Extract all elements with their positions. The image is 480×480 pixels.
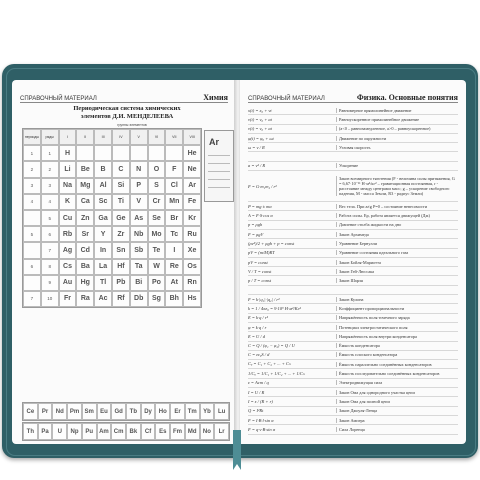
pt-row-number: 8 — [41, 259, 59, 275]
physics-formula: φ(t) = φ₀ + ωt — [248, 135, 274, 141]
physics-description: Работа силы. Ep, работа является движущей (Дж) — [336, 213, 458, 218]
actinides-element-cell: Fm — [170, 423, 185, 440]
pt-row-number: 4 — [41, 194, 59, 210]
actinides-element-cell: Cf — [141, 423, 156, 440]
physics-description: Закон Джоуля-Ленца — [336, 408, 458, 413]
pt-element-cell: V — [130, 194, 148, 210]
pt-element-cell: Tl — [94, 275, 112, 291]
actinides-element-cell: Np — [67, 423, 82, 440]
physics-row — [248, 416, 458, 425]
physics-formula: Cₒ = C₁ + C₂ + ... + Cₙ — [248, 361, 291, 367]
physics-row — [248, 211, 458, 220]
pt-element-cell — [148, 145, 166, 161]
pt-element-cell: Rb — [59, 226, 77, 242]
pt-element-cell: Sn — [112, 242, 130, 258]
pt-col-header: ряды — [41, 129, 59, 145]
pt-col-header: IV — [112, 129, 130, 145]
pt-period: 7 — [23, 291, 41, 307]
pt-element-cell: He — [183, 145, 201, 161]
pt-element-cell: Br — [165, 210, 183, 226]
pt-element-cell: Ti — [112, 194, 130, 210]
pt-element-cell: B — [94, 161, 112, 177]
pt-element-cell: As — [130, 210, 148, 226]
pt-element-cell: Zn — [76, 210, 94, 226]
physics-formula: (ρv²)/2 + ρgh + p = const — [248, 240, 295, 246]
pt-element-cell — [130, 145, 148, 161]
right-header-label: СПРАВОЧНЫЙ МАТЕРИАЛ — [248, 96, 325, 102]
right-page-physics — [240, 80, 466, 444]
lanthanides-element-cell: Yb — [200, 403, 215, 420]
actinides-element-cell: Es — [155, 423, 170, 440]
physics-description: Ускорение — [336, 163, 458, 168]
pt-element-cell: Ag — [59, 242, 77, 258]
physics-formula: ε = Aст / q — [248, 380, 269, 386]
physics-row — [248, 143, 458, 152]
physics-description: Ёмкость конденсатора — [336, 343, 458, 348]
physics-description: Закон Ома для однородного участка цепи — [336, 390, 458, 395]
lanthanides-element-cell: Sm — [82, 403, 97, 420]
pt-col-header: периоды — [23, 129, 41, 145]
physics-description: Давление столба жидкости на дно — [336, 222, 458, 227]
pt-col-header: VIII — [183, 129, 201, 145]
pt-element-cell: Mg — [76, 178, 94, 194]
pt-element-cell: Cu — [59, 210, 77, 226]
pt-element-cell: Cl — [165, 178, 183, 194]
pt-element-cell: Sr — [76, 226, 94, 242]
pt-element-cell: Ba — [76, 259, 94, 275]
pt-element-cell: Cr — [148, 194, 166, 210]
physics-description: Вес тела. При a≠g P=0 – состояние невесомости — [336, 204, 458, 209]
pt-element-cell: O — [148, 161, 166, 177]
physics-row — [248, 304, 458, 313]
periodic-table-subtitle: группы элементов — [117, 123, 147, 127]
physics-description: Коэффициент пропорциональности — [336, 306, 458, 311]
lanthanides-element-cell: Pm — [67, 403, 82, 420]
physics-formula: C = εε₀S / d — [248, 352, 270, 358]
periodic-table-title-line1: Периодическая система химических — [73, 105, 181, 112]
physics-description: Закон всемирного тяготения (F - величина силы притяжения, G = 6,67·10⁻¹¹ Н·м²/кг² – гравитационная постоянная, r - расстояние между центрами масс; g – ускорение свободного падения, M - масса Земли, R3 - радиус Земли) — [336, 176, 458, 196]
physics-formula: F = ρgV — [248, 231, 264, 237]
actinides-element-cell: Cm — [111, 423, 126, 440]
pt-element-cell: P — [130, 178, 148, 194]
pt-row-number: 10 — [41, 291, 59, 307]
pt-element-cell — [165, 145, 183, 161]
physics-formula: p / T = const — [248, 278, 271, 284]
physics-description: Закон Гей-Люссака — [336, 269, 458, 274]
pt-row-number: 7 — [41, 242, 59, 258]
actinides-element-cell: Md — [185, 423, 200, 440]
pt-element-cell: H — [59, 145, 77, 161]
actinides-element-cell: Lr — [214, 423, 229, 440]
physics-row — [248, 425, 458, 434]
pt-row-number: 6 — [41, 226, 59, 242]
physics-formula: v(t) = v₀ + at — [248, 126, 272, 132]
physics-formula: 1/Cₒ = 1/C₁ + 1/C₂ + ... + 1/Cₙ — [248, 370, 305, 376]
actinides-element-cell: Pa — [38, 423, 53, 440]
pt-col-header: I — [59, 129, 77, 145]
pt-row-number: 1 — [41, 145, 59, 161]
pt-col-header: V — [130, 129, 148, 145]
left-header-label: СПРАВОЧНЫЙ МАТЕРИАЛ — [20, 96, 97, 102]
lanthanides-element-cell: Pr — [38, 403, 53, 420]
physics-formula: F = q·v·B·sin α — [248, 426, 276, 432]
pt-element-cell: Li — [59, 161, 77, 177]
physics-formula: v(t) = v₀ + at — [248, 116, 272, 122]
pt-element-cell: N — [130, 161, 148, 177]
pt-period: 4 — [23, 194, 41, 210]
pt-period: 1 — [23, 145, 41, 161]
physics-formula: P = mg ± ma — [248, 203, 272, 209]
pt-element-cell: Fe — [183, 194, 201, 210]
physics-formula: pV = (m/M)RT — [248, 250, 275, 256]
pt-element-cell: Sb — [130, 242, 148, 258]
pt-element-cell: Ta — [130, 259, 148, 275]
pt-element-cell: Fr — [59, 291, 77, 307]
physics-formula: F = k·|q₁|·|q₂| / r² — [248, 296, 280, 302]
actinides-element-cell: U — [52, 423, 67, 440]
left-page-chemistry — [12, 80, 236, 444]
pt-element-cell: Pb — [112, 275, 130, 291]
pt-element-cell: In — [94, 242, 112, 258]
pt-element-cell — [112, 145, 130, 161]
physics-row — [248, 171, 458, 202]
pt-element-cell: La — [94, 259, 112, 275]
physics-formula: C = Q / (φ₁ − φ₂) = Q / U — [248, 343, 295, 349]
lanthanides-element-cell: Tm — [185, 403, 200, 420]
pt-element-cell: Bi — [130, 275, 148, 291]
pt-element-cell: Mn — [165, 194, 183, 210]
physics-description: Угловая скорость — [336, 145, 458, 150]
pt-element-cell: Mo — [148, 226, 166, 242]
physics-row — [248, 221, 458, 230]
lanthanides-row — [22, 402, 230, 421]
periodic-table-grid — [22, 128, 202, 308]
physics-formula: I = ε / (R + r) — [248, 398, 273, 404]
actinides-element-cell: Pu — [82, 423, 97, 440]
physics-description: Уравнение состояния идеального газа — [336, 250, 458, 255]
pt-element-cell: C — [112, 161, 130, 177]
pt-element-cell: Xe — [183, 242, 201, 258]
lanthanides-element-cell: Tb — [126, 403, 141, 420]
pt-element-cell: Au — [59, 275, 77, 291]
pt-element-cell: Y — [94, 226, 112, 242]
pt-element-cell: Ac — [94, 291, 112, 307]
pt-element-cell: Nb — [130, 226, 148, 242]
pt-element-cell: Na — [59, 178, 77, 194]
pt-element-cell: S — [148, 178, 166, 194]
actinides-element-cell: Am — [97, 423, 112, 440]
physics-row — [248, 276, 458, 285]
actinides-element-cell: Th — [23, 423, 38, 440]
physics-description: Равноускоренное прямолинейное движение — [336, 117, 458, 122]
lanthanides-element-cell: Ho — [155, 403, 170, 420]
physics-row — [248, 239, 458, 248]
pt-element-cell: Sg — [148, 291, 166, 307]
physics-row — [248, 332, 458, 341]
physics-row — [248, 106, 458, 115]
pt-period — [23, 210, 41, 226]
pt-element-cell — [76, 145, 94, 161]
bookmark-ribbon[interactable] — [233, 430, 241, 470]
pt-element-cell: Po — [148, 275, 166, 291]
pt-row-number: 5 — [41, 210, 59, 226]
pt-element-cell: Hs — [183, 291, 201, 307]
physics-row — [248, 295, 458, 304]
physics-formula: x(t) = x₀ + vt — [248, 107, 272, 113]
pt-element-cell: Cd — [76, 242, 94, 258]
pt-element-cell: Ra — [76, 291, 94, 307]
pt-element-cell: I — [165, 242, 183, 258]
left-header-subject: Химия — [203, 93, 228, 102]
pt-element-cell: Kr — [183, 210, 201, 226]
physics-row — [248, 323, 458, 332]
pt-element-cell: Al — [94, 178, 112, 194]
pt-element-cell: At — [165, 275, 183, 291]
physics-formula: pV = const — [248, 259, 268, 265]
pt-element-cell: Cs — [59, 259, 77, 275]
physics-formula: E = U / d — [248, 333, 266, 339]
legend-symbol: Ar — [209, 137, 220, 147]
pt-element-cell: Te — [148, 242, 166, 258]
physics-formula: F = I·B·l·sin α — [248, 417, 274, 423]
physics-description: Закон Бойля-Мариотта — [336, 260, 458, 265]
pt-element-cell: K — [59, 194, 77, 210]
pt-period — [23, 275, 41, 291]
physics-formula: V / T = const — [248, 268, 272, 274]
actinides-element-cell: Bk — [126, 423, 141, 440]
physics-description: Ёмкость последовательно соединённых конденсаторов — [336, 371, 458, 376]
physics-row — [248, 162, 458, 171]
physics-formula: k = 1 / 4πε₀ = 9·10⁹ Н·м²/Кл² — [248, 305, 301, 311]
pt-element-cell: Tc — [165, 226, 183, 242]
physics-formulas-list — [248, 106, 458, 435]
physics-description: Закон Архимеда — [336, 232, 458, 237]
lanthanides-element-cell: Lu — [214, 403, 229, 420]
pt-element-cell: F — [165, 161, 183, 177]
pt-period: 5 — [23, 226, 41, 242]
lanthanides-element-cell: Er — [170, 403, 185, 420]
physics-description: Напряжённость поля внутри конденсатора — [336, 334, 458, 339]
pt-element-cell: Rn — [183, 275, 201, 291]
lanthanides-element-cell: Nd — [52, 403, 67, 420]
pt-element-cell: Hf — [112, 259, 130, 275]
physics-description: Электродвижущая сила — [336, 380, 458, 385]
physics-row — [248, 249, 458, 258]
physics-row — [248, 314, 458, 323]
physics-formula: E = k·q / r² — [248, 315, 269, 321]
physics-row — [248, 397, 458, 406]
lanthanides-element-cell: Dy — [141, 403, 156, 420]
physics-row — [248, 152, 458, 161]
physics-description: (a<0 – равнозамедленное, a>0 – равноускоренное) — [336, 126, 458, 131]
pt-element-cell: Ca — [76, 194, 94, 210]
pt-col-header: VI — [148, 129, 166, 145]
physics-description: Закон Кулона — [336, 297, 458, 302]
pt-col-header: II — [76, 129, 94, 145]
lanthanides-element-cell: Eu — [97, 403, 112, 420]
physics-row — [248, 202, 458, 211]
pt-element-cell: Ne — [183, 161, 201, 177]
pt-element-cell: Sc — [94, 194, 112, 210]
physics-row — [248, 125, 458, 134]
pt-element-cell: Bh — [165, 291, 183, 307]
pt-period — [23, 242, 41, 258]
physics-formula: p = ρgh — [248, 222, 263, 228]
physics-description: Закон Ампера — [336, 418, 458, 423]
element-legend — [204, 130, 234, 202]
lanthanides-element-cell: Gd — [111, 403, 126, 420]
physics-formula: F = G·m₁m₂ / r² — [248, 183, 277, 189]
pt-element-cell: Re — [165, 259, 183, 275]
actinides-row — [22, 422, 230, 441]
pt-element-cell — [94, 145, 112, 161]
pt-row-number: 3 — [41, 178, 59, 194]
physics-row — [248, 267, 458, 276]
physics-description: Закон Ома для полной цепи — [336, 399, 458, 404]
physics-row — [248, 379, 458, 388]
pt-row-number: 2 — [41, 161, 59, 177]
pt-element-cell: Zr — [112, 226, 130, 242]
pt-row-number: 9 — [41, 275, 59, 291]
pt-element-cell: Be — [76, 161, 94, 177]
physics-formula: φ = k·q / r — [248, 324, 267, 330]
physics-row — [248, 342, 458, 351]
pt-element-cell: Ar — [183, 178, 201, 194]
physics-description: Напряжённость поля точечного заряда — [336, 315, 458, 320]
pt-element-cell: W — [148, 259, 166, 275]
physics-row — [248, 351, 458, 360]
periodic-table-title-line2: элементов Д.И. МЕНДЕЛЕЕВА — [80, 113, 174, 120]
physics-row — [248, 258, 458, 267]
lanthanides-element-cell: Ce — [23, 403, 38, 420]
left-page-header — [20, 88, 228, 103]
pt-element-cell: Hg — [76, 275, 94, 291]
pt-element-cell: Se — [148, 210, 166, 226]
pt-element-cell: Si — [112, 178, 130, 194]
physics-description: Потенциал электростатического поля — [336, 325, 458, 330]
physics-description: Равномерное прямолинейное движение — [336, 108, 458, 113]
pt-col-header: III — [94, 129, 112, 145]
physics-formula: I = U / R — [248, 389, 265, 395]
physics-row — [248, 115, 458, 124]
right-header-subject: Физика. Основные понятия — [356, 93, 458, 102]
pt-element-cell: Rf — [112, 291, 130, 307]
pt-element-cell: Ge — [112, 210, 130, 226]
pt-element-cell: Ru — [183, 226, 201, 242]
physics-description: Закон Шарля — [336, 278, 458, 283]
pt-col-header: VII — [165, 129, 183, 145]
physics-row — [248, 407, 458, 416]
physics-row — [248, 388, 458, 397]
physics-description: Ёмкость плоского конденсатора — [336, 352, 458, 357]
physics-formula: ω = v / R — [248, 144, 265, 150]
periodic-table-title — [42, 105, 212, 121]
pt-period: 3 — [23, 178, 41, 194]
physics-row — [248, 286, 458, 295]
physics-row — [248, 360, 458, 369]
actinides-element-cell: No — [200, 423, 215, 440]
physics-row — [248, 134, 458, 143]
physics-description: Ёмкость параллельно соединённых конденсаторов — [336, 362, 458, 367]
physics-formula: a = v² / R — [248, 163, 266, 169]
pt-element-cell: Ga — [94, 210, 112, 226]
physics-description: Движение по окружности — [336, 136, 458, 141]
pt-element-cell: Db — [130, 291, 148, 307]
pt-period: 6 — [23, 259, 41, 275]
physics-row — [248, 369, 458, 378]
pt-period: 2 — [23, 161, 41, 177]
pt-element-cell: Os — [183, 259, 201, 275]
right-page-header — [248, 88, 458, 103]
physics-description: Уравнение Бернулли — [336, 241, 458, 246]
physics-formula: Q = I²Rt — [248, 408, 264, 414]
physics-formula: A = F·S·cos α — [248, 213, 273, 219]
physics-row — [248, 230, 458, 239]
physics-description: Сила Лоренца — [336, 427, 458, 432]
